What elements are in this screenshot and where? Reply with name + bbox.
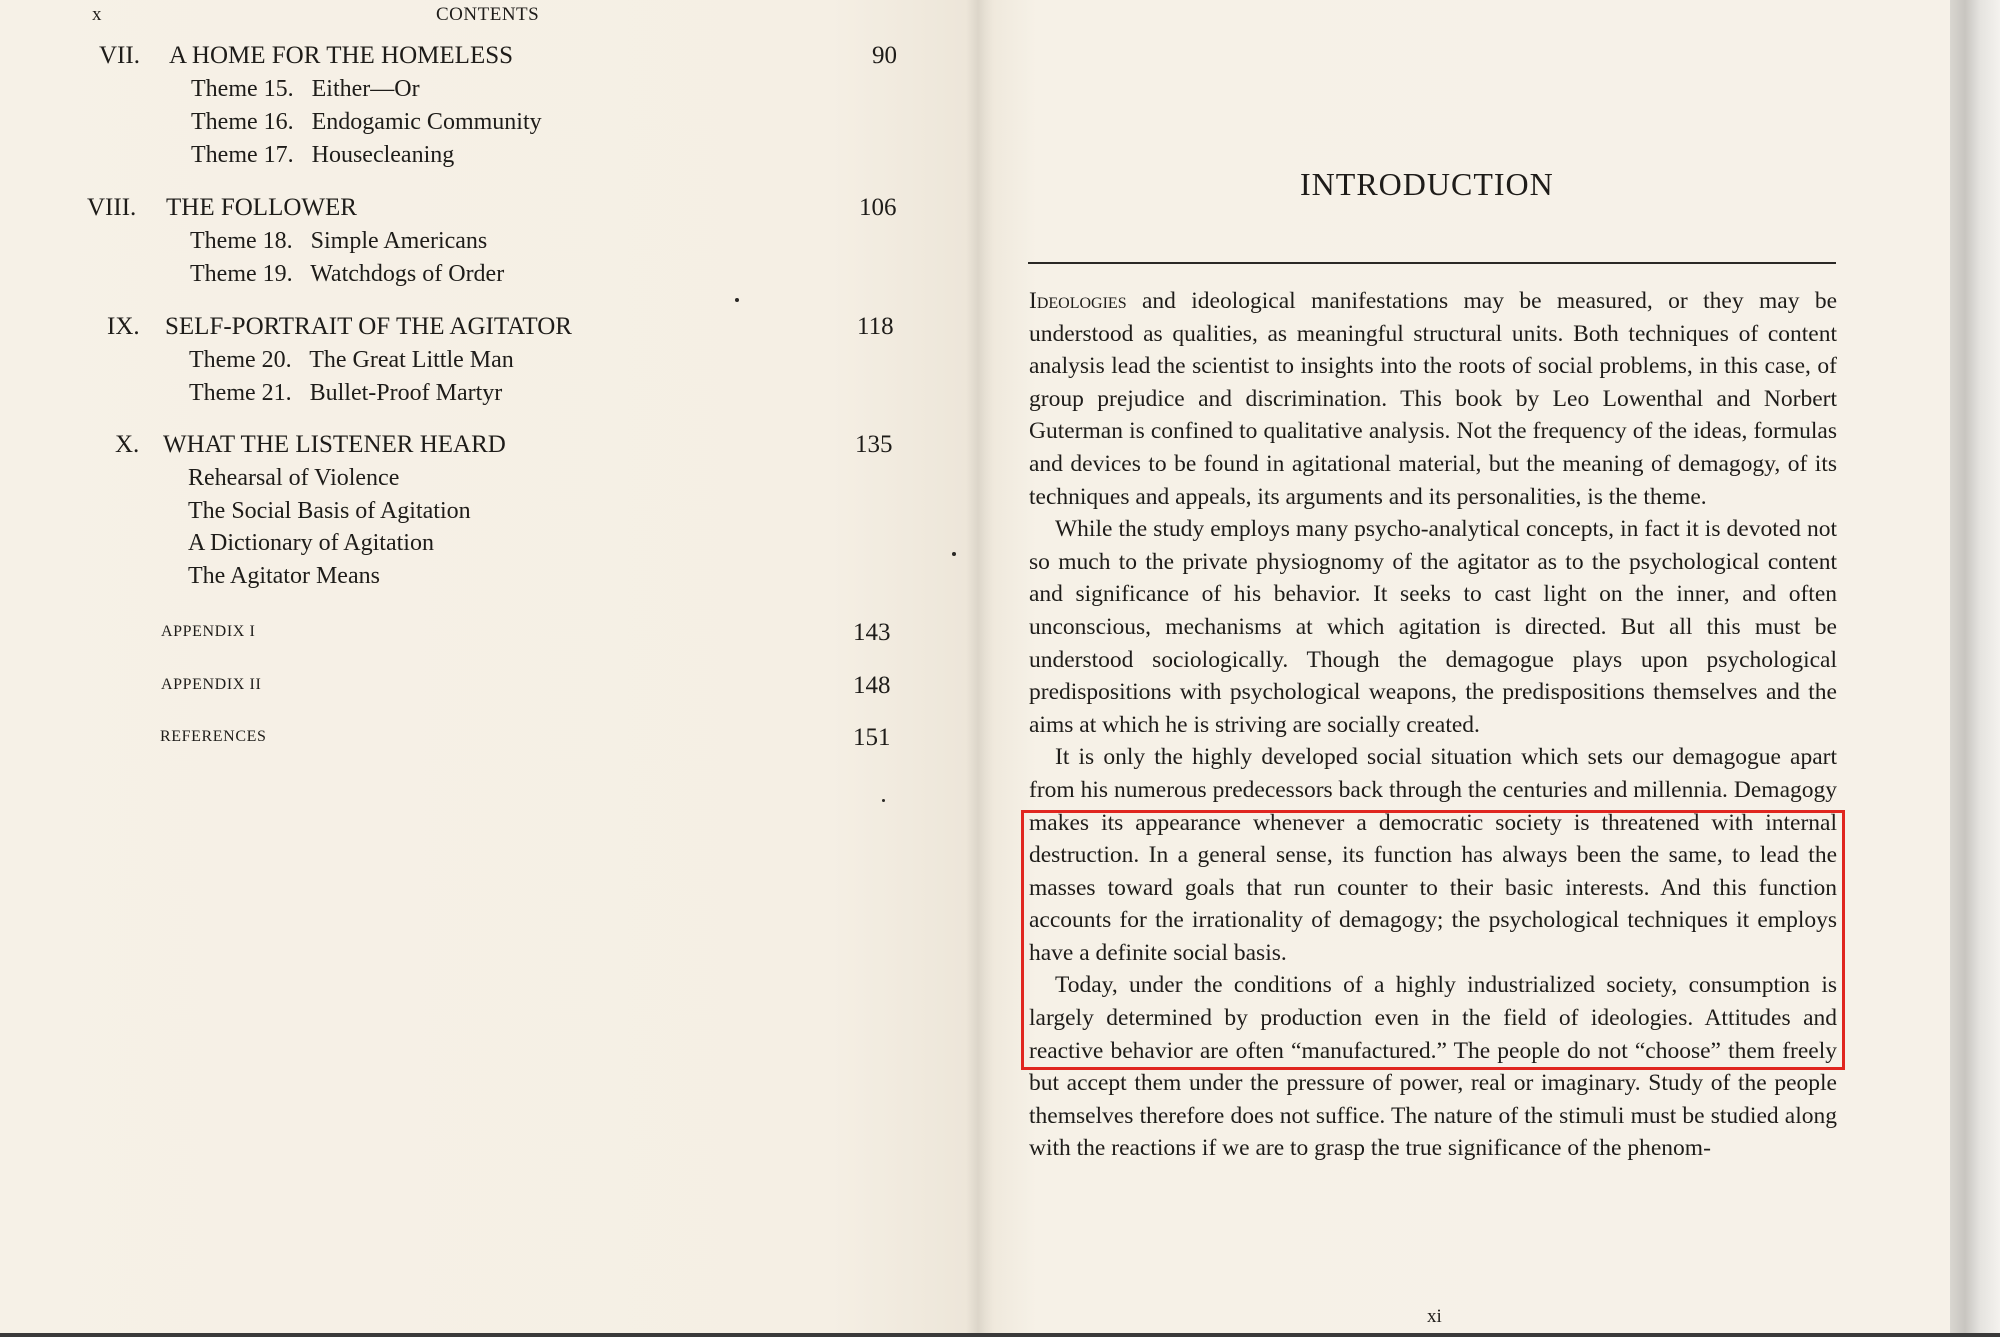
paper-speck xyxy=(735,298,739,302)
chapter-page-number: 90 xyxy=(872,42,897,69)
page-edge-strip xyxy=(1950,0,2000,1333)
section-entry[interactable]: A Dictionary of Agitation xyxy=(188,530,434,556)
theme-entry[interactable]: Theme 17. Housecleaning xyxy=(191,142,455,168)
chapter-title[interactable]: THE FOLLOWER xyxy=(166,194,357,221)
chapter-number: X. xyxy=(115,431,140,458)
contents-page xyxy=(0,0,978,1333)
highlight-box xyxy=(1021,810,1845,1070)
chapter-title[interactable]: A HOME FOR THE HOMELESS xyxy=(169,42,514,69)
chapter-page-number: 118 xyxy=(857,313,894,340)
chapter-number: VII. xyxy=(99,42,140,69)
paper-speck xyxy=(882,799,885,802)
paragraph-1: Ideologies and ideological manifestations may be measured, or they may be understood as qualities, as meaningful structural units. Both techniques of content analysis lead the scientist to insights into the roots of social problems, in this case, of group prejudice and discrimination. This book by Leo Lowenthal and Norbert Guterman is confined to qualitative analysis. Not the frequency of the ideas, formulas and devices to be found in agitational material, but the meaning of demagogy, of its techniques and appeals, its arguments and its personalities, is the theme. xyxy=(1029,288,1837,510)
appendix-page-number: 143 xyxy=(853,619,891,646)
theme-entry[interactable]: Theme 18. Simple Americans xyxy=(190,228,488,254)
theme-entry[interactable]: Theme 15. Either—Or xyxy=(191,76,420,102)
paragraph-3-highlighted: It is only the highly developed social situation which sets our demagogue apart from his numerous predecessors back through the centuries and millennia. Demagogy makes its appearance whenever a democratic society is threatened with internal destruction. In a general sense, its function has always been the same, to lead the masses toward goals that run counter to their basic interests. And this function accounts for the irrationality of demagogy; the psychological techniques it employs have a definite social basis. xyxy=(1029,744,1837,966)
references-page-number: 151 xyxy=(853,724,891,751)
section-entry[interactable]: The Agitator Means xyxy=(188,563,380,589)
paper-speck xyxy=(952,552,956,556)
right-page-number: xi xyxy=(1427,1306,1442,1327)
chapter-title[interactable]: SELF-PORTRAIT OF THE AGITATOR xyxy=(165,313,572,340)
page-title: INTRODUCTION xyxy=(1300,166,1554,202)
running-header: CONTENTS xyxy=(436,4,540,25)
opening-word: Ideologies xyxy=(1029,288,1127,314)
chapter-title[interactable]: WHAT THE LISTENER HEARD xyxy=(163,431,506,458)
viewer-bottom-edge xyxy=(0,1333,2000,1337)
appendix-page-number: 148 xyxy=(853,672,891,699)
chapter-number: IX. xyxy=(107,313,140,340)
chapter-number: VIII. xyxy=(87,194,137,221)
title-rule xyxy=(1028,262,1836,264)
left-page-number: x xyxy=(92,4,102,25)
chapter-page-number: 106 xyxy=(859,194,897,221)
theme-entry[interactable]: Theme 20. The Great Little Man xyxy=(189,347,514,373)
book-gutter xyxy=(966,0,994,1333)
theme-entry[interactable]: Theme 21. Bullet-Proof Martyr xyxy=(189,380,503,406)
section-entry[interactable]: Rehearsal of Violence xyxy=(188,465,400,491)
section-entry[interactable]: The Social Basis of Agitation xyxy=(188,498,471,524)
appendix-entry[interactable]: APPENDIX II xyxy=(161,676,262,693)
paragraph-2: While the study employs many psycho-analytical concepts, in fact it is devoted not so much to the private physiognomy of the agitator as to the psychological content and significance of his behavior. It seeks to cast light on the inner, and often unconscious, mechanisms at which agitation is directed. But all this must be understood sociologically. Though the demagogue plays upon psychological predispositions with psychological weapons, the predispositions themselves and the aims at which he is striving are socially created. xyxy=(1029,516,1837,738)
references-entry[interactable]: REFERENCES xyxy=(160,728,267,745)
theme-entry[interactable]: Theme 19. Watchdogs of Order xyxy=(190,261,505,287)
chapter-page-number: 135 xyxy=(855,431,893,458)
paragraph-4: Today, under the conditions of a highly industrialized society, consumption is largely determined by production even in the field of ideologies. Attitudes and reactive behavior are often “manufactured.” The people do not “choose” them freely but accept them under the pressure of power, real or imaginary. Study of the people themselves therefore does not suffice. The nature of the stimuli must be studied along with the reactions if we are to grasp the true significance of the phenom- xyxy=(1029,972,1837,1162)
theme-entry[interactable]: Theme 16. Endogamic Community xyxy=(191,109,542,135)
appendix-entry[interactable]: APPENDIX I xyxy=(161,623,256,640)
